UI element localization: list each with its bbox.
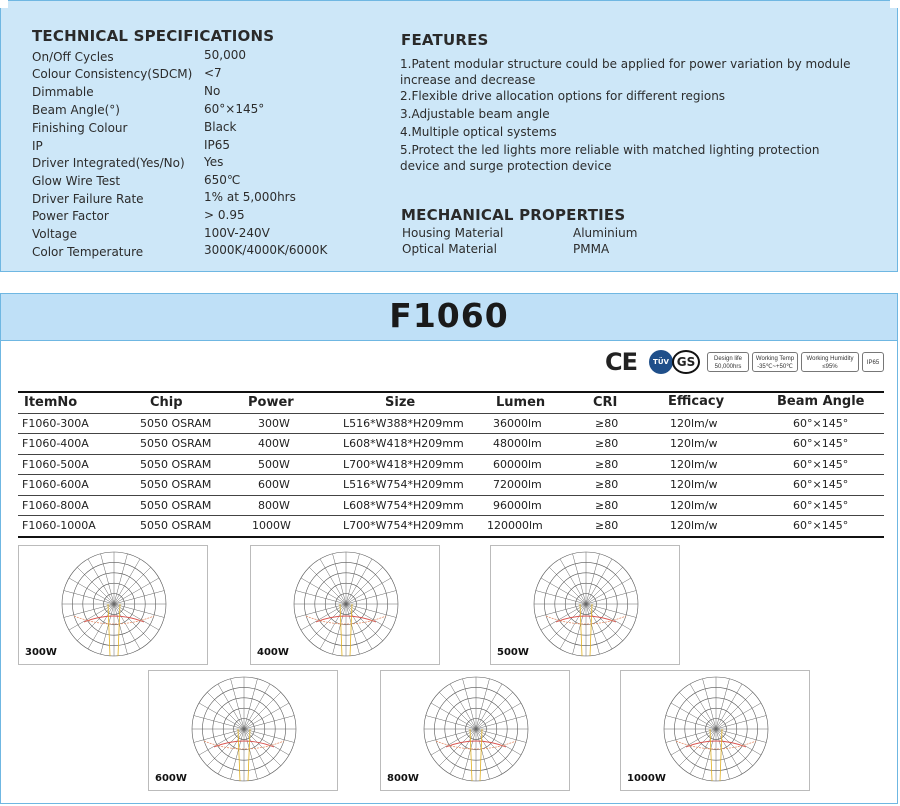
spec-label: Colour Consistency(SDCM) (32, 67, 193, 81)
specifications-panel (0, 0, 898, 272)
table-bottom-rule (18, 536, 884, 538)
polar-diagram-label: 800W (387, 773, 419, 784)
cell-beam-angle: 60°×145° (793, 499, 849, 512)
column-header-power: Power (248, 395, 294, 410)
cell-efficacy: 120lm/w (670, 519, 718, 532)
cell-cri: ≥80 (595, 478, 619, 491)
cell-efficacy: 120lm/w (670, 458, 718, 471)
polar-diagram-label: 1000W (627, 773, 666, 784)
table-rule (18, 495, 884, 496)
cell-beam-angle: 60°×145° (793, 519, 849, 532)
feature-item: 3.Adjustable beam angle (400, 107, 550, 121)
cell-itemno: F1060-800A (22, 499, 89, 512)
mechanical-label: Housing Material (402, 226, 504, 240)
table-rule (18, 515, 884, 516)
polar-diagram (380, 670, 570, 791)
spec-label: Driver Integrated(Yes/No) (32, 156, 185, 170)
cell-efficacy: 120lm/w (670, 499, 718, 512)
cell-efficacy: 120lm/w (670, 437, 718, 450)
feature-item: 1.Patent modular structure could be applied for power variation by module increase and decrease (400, 57, 851, 87)
cell-size: L700*W754*H209mm (343, 519, 464, 532)
mechanical-value: PMMA (573, 242, 610, 256)
spec-label: Driver Failure Rate (32, 192, 144, 206)
badge-line: Working Temp (755, 356, 795, 362)
panel-corner (890, 0, 898, 8)
cell-itemno: F1060-300A (22, 417, 89, 430)
cell-cri: ≥80 (595, 519, 619, 532)
product-model-title: F1060 (389, 296, 509, 335)
table-rule (18, 433, 884, 434)
column-header-chip: Chip (150, 395, 183, 410)
cell-lumen: 36000lm (493, 417, 542, 430)
spec-value: No (204, 84, 221, 98)
spec-value: 50,000 (204, 48, 246, 62)
cell-chip: 5050 OSRAM (140, 499, 212, 512)
column-header-efficacy: Efficacy (668, 394, 725, 409)
feature-item: 4.Multiple optical systems (400, 125, 557, 139)
cell-power: 300W (258, 417, 290, 430)
cell-chip: 5050 OSRAM (140, 458, 212, 471)
working-temp-badge (752, 352, 798, 372)
features-title: FEATURES (401, 31, 489, 49)
cell-chip: 5050 OSRAM (140, 437, 212, 450)
gs-mark-icon: GS (672, 350, 700, 374)
cell-itemno: F1060-500A (22, 458, 89, 471)
cell-power: 1000W (252, 519, 291, 532)
spec-value: 60°×145° (204, 102, 265, 116)
spec-label: Finishing Colour (32, 121, 128, 135)
polar-diagram-label: 300W (25, 647, 57, 658)
spec-label: On/Off Cycles (32, 50, 114, 64)
cell-chip: 5050 OSRAM (140, 519, 212, 532)
polar-diagram (490, 545, 680, 665)
mechanical-properties-title: MECHANICAL PROPERTIES (401, 206, 626, 224)
cell-power: 800W (258, 499, 290, 512)
column-header-size: Size (385, 395, 416, 410)
spec-value: IP65 (204, 138, 231, 152)
badge-line: IP65 (866, 360, 880, 366)
cell-beam-angle: 60°×145° (793, 478, 849, 491)
ip65-badge (862, 352, 884, 372)
spec-value: > 0.95 (204, 208, 245, 222)
table-rule (18, 474, 884, 475)
product-banner (1, 294, 897, 341)
polar-diagram-label: 600W (155, 773, 187, 784)
polar-diagram (620, 670, 810, 791)
feature-item: 5.Protect the led lights more reliable with matched lighting protection device and surge protection device (400, 143, 820, 173)
polar-diagram-label: 500W (497, 647, 529, 658)
cell-size: L608*W418*H209mm (343, 437, 464, 450)
badge-line: ≤95% (822, 364, 838, 370)
cell-chip: 5050 OSRAM (140, 417, 212, 430)
cell-cri: ≥80 (595, 417, 619, 430)
cell-itemno: F1060-600A (22, 478, 89, 491)
column-header-lumen: Lumen (496, 395, 546, 410)
cell-size: L516*W388*H209mm (343, 417, 464, 430)
design-life-badge (707, 352, 749, 372)
technical-specifications-title: TECHNICAL SPECIFICATIONS (32, 27, 275, 45)
product-panel (0, 293, 898, 804)
badge-line: Working Humidity (806, 356, 854, 362)
cell-power: 500W (258, 458, 290, 471)
polar-diagram (18, 545, 208, 665)
spec-label: Glow Wire Test (32, 174, 121, 188)
spec-label: Color Temperature (32, 245, 144, 259)
badge-line: -35℃~+50℃ (757, 364, 793, 370)
badge-line: Design life (713, 356, 742, 362)
cell-cri: ≥80 (595, 499, 619, 512)
spec-label: Power Factor (32, 209, 109, 223)
cell-lumen: 72000lm (493, 478, 542, 491)
cell-chip: 5050 OSRAM (140, 478, 212, 491)
spec-value: Yes (204, 155, 224, 169)
cell-size: L700*W418*H209mm (343, 458, 464, 471)
cell-cri: ≥80 (595, 458, 619, 471)
cell-lumen: 120000lm (487, 519, 543, 532)
polar-diagram (148, 670, 338, 791)
table-top-rule (18, 391, 884, 393)
spec-value: 100V-240V (204, 226, 270, 240)
cell-lumen: 48000lm (493, 437, 542, 450)
column-header-itemno: ItemNo (24, 395, 78, 410)
polar-diagram-label: 400W (257, 647, 289, 658)
spec-value: <7 (204, 66, 222, 80)
cell-power: 400W (258, 437, 290, 450)
spec-value: 3000K/4000K/6000K (204, 243, 328, 257)
table-rule (18, 454, 884, 455)
spec-label: Beam Angle(°) (32, 103, 120, 117)
spec-label: Voltage (32, 227, 78, 241)
working-humidity-badge (801, 352, 859, 372)
cell-size: L608*W754*H209mm (343, 499, 464, 512)
cell-size: L516*W754*H209mm (343, 478, 464, 491)
cell-lumen: 60000lm (493, 458, 542, 471)
spec-value: 650℃ (204, 173, 241, 187)
cell-itemno: F1060-1000A (22, 519, 96, 532)
spec-label: IP (32, 139, 43, 153)
mechanical-label: Optical Material (402, 242, 497, 256)
cell-efficacy: 120lm/w (670, 478, 718, 491)
cell-cri: ≥80 (595, 437, 619, 450)
spec-label: Dimmable (32, 85, 94, 99)
cell-lumen: 96000lm (493, 499, 542, 512)
table-rule (18, 413, 884, 414)
tuv-mark-icon: TÜV (649, 350, 673, 374)
cell-beam-angle: 60°×145° (793, 458, 849, 471)
cell-power: 600W (258, 478, 290, 491)
mechanical-value: Aluminium (573, 226, 638, 240)
badge-line: 50,000hrs (714, 364, 742, 370)
spec-value: Black (204, 120, 237, 134)
column-header-cri: CRI (593, 395, 618, 410)
ce-mark-icon: CE (605, 348, 638, 376)
feature-item: 2.Flexible drive allocation options for different regions (400, 89, 726, 103)
polar-diagram (250, 545, 440, 665)
panel-corner (0, 0, 8, 8)
cell-beam-angle: 60°×145° (793, 417, 849, 430)
cell-beam-angle: 60°×145° (793, 437, 849, 450)
column-header-beam-angle: Beam Angle (777, 394, 865, 409)
spec-value: 1% at 5,000hrs (204, 190, 296, 204)
cell-itemno: F1060-400A (22, 437, 89, 450)
cell-efficacy: 120lm/w (670, 417, 718, 430)
